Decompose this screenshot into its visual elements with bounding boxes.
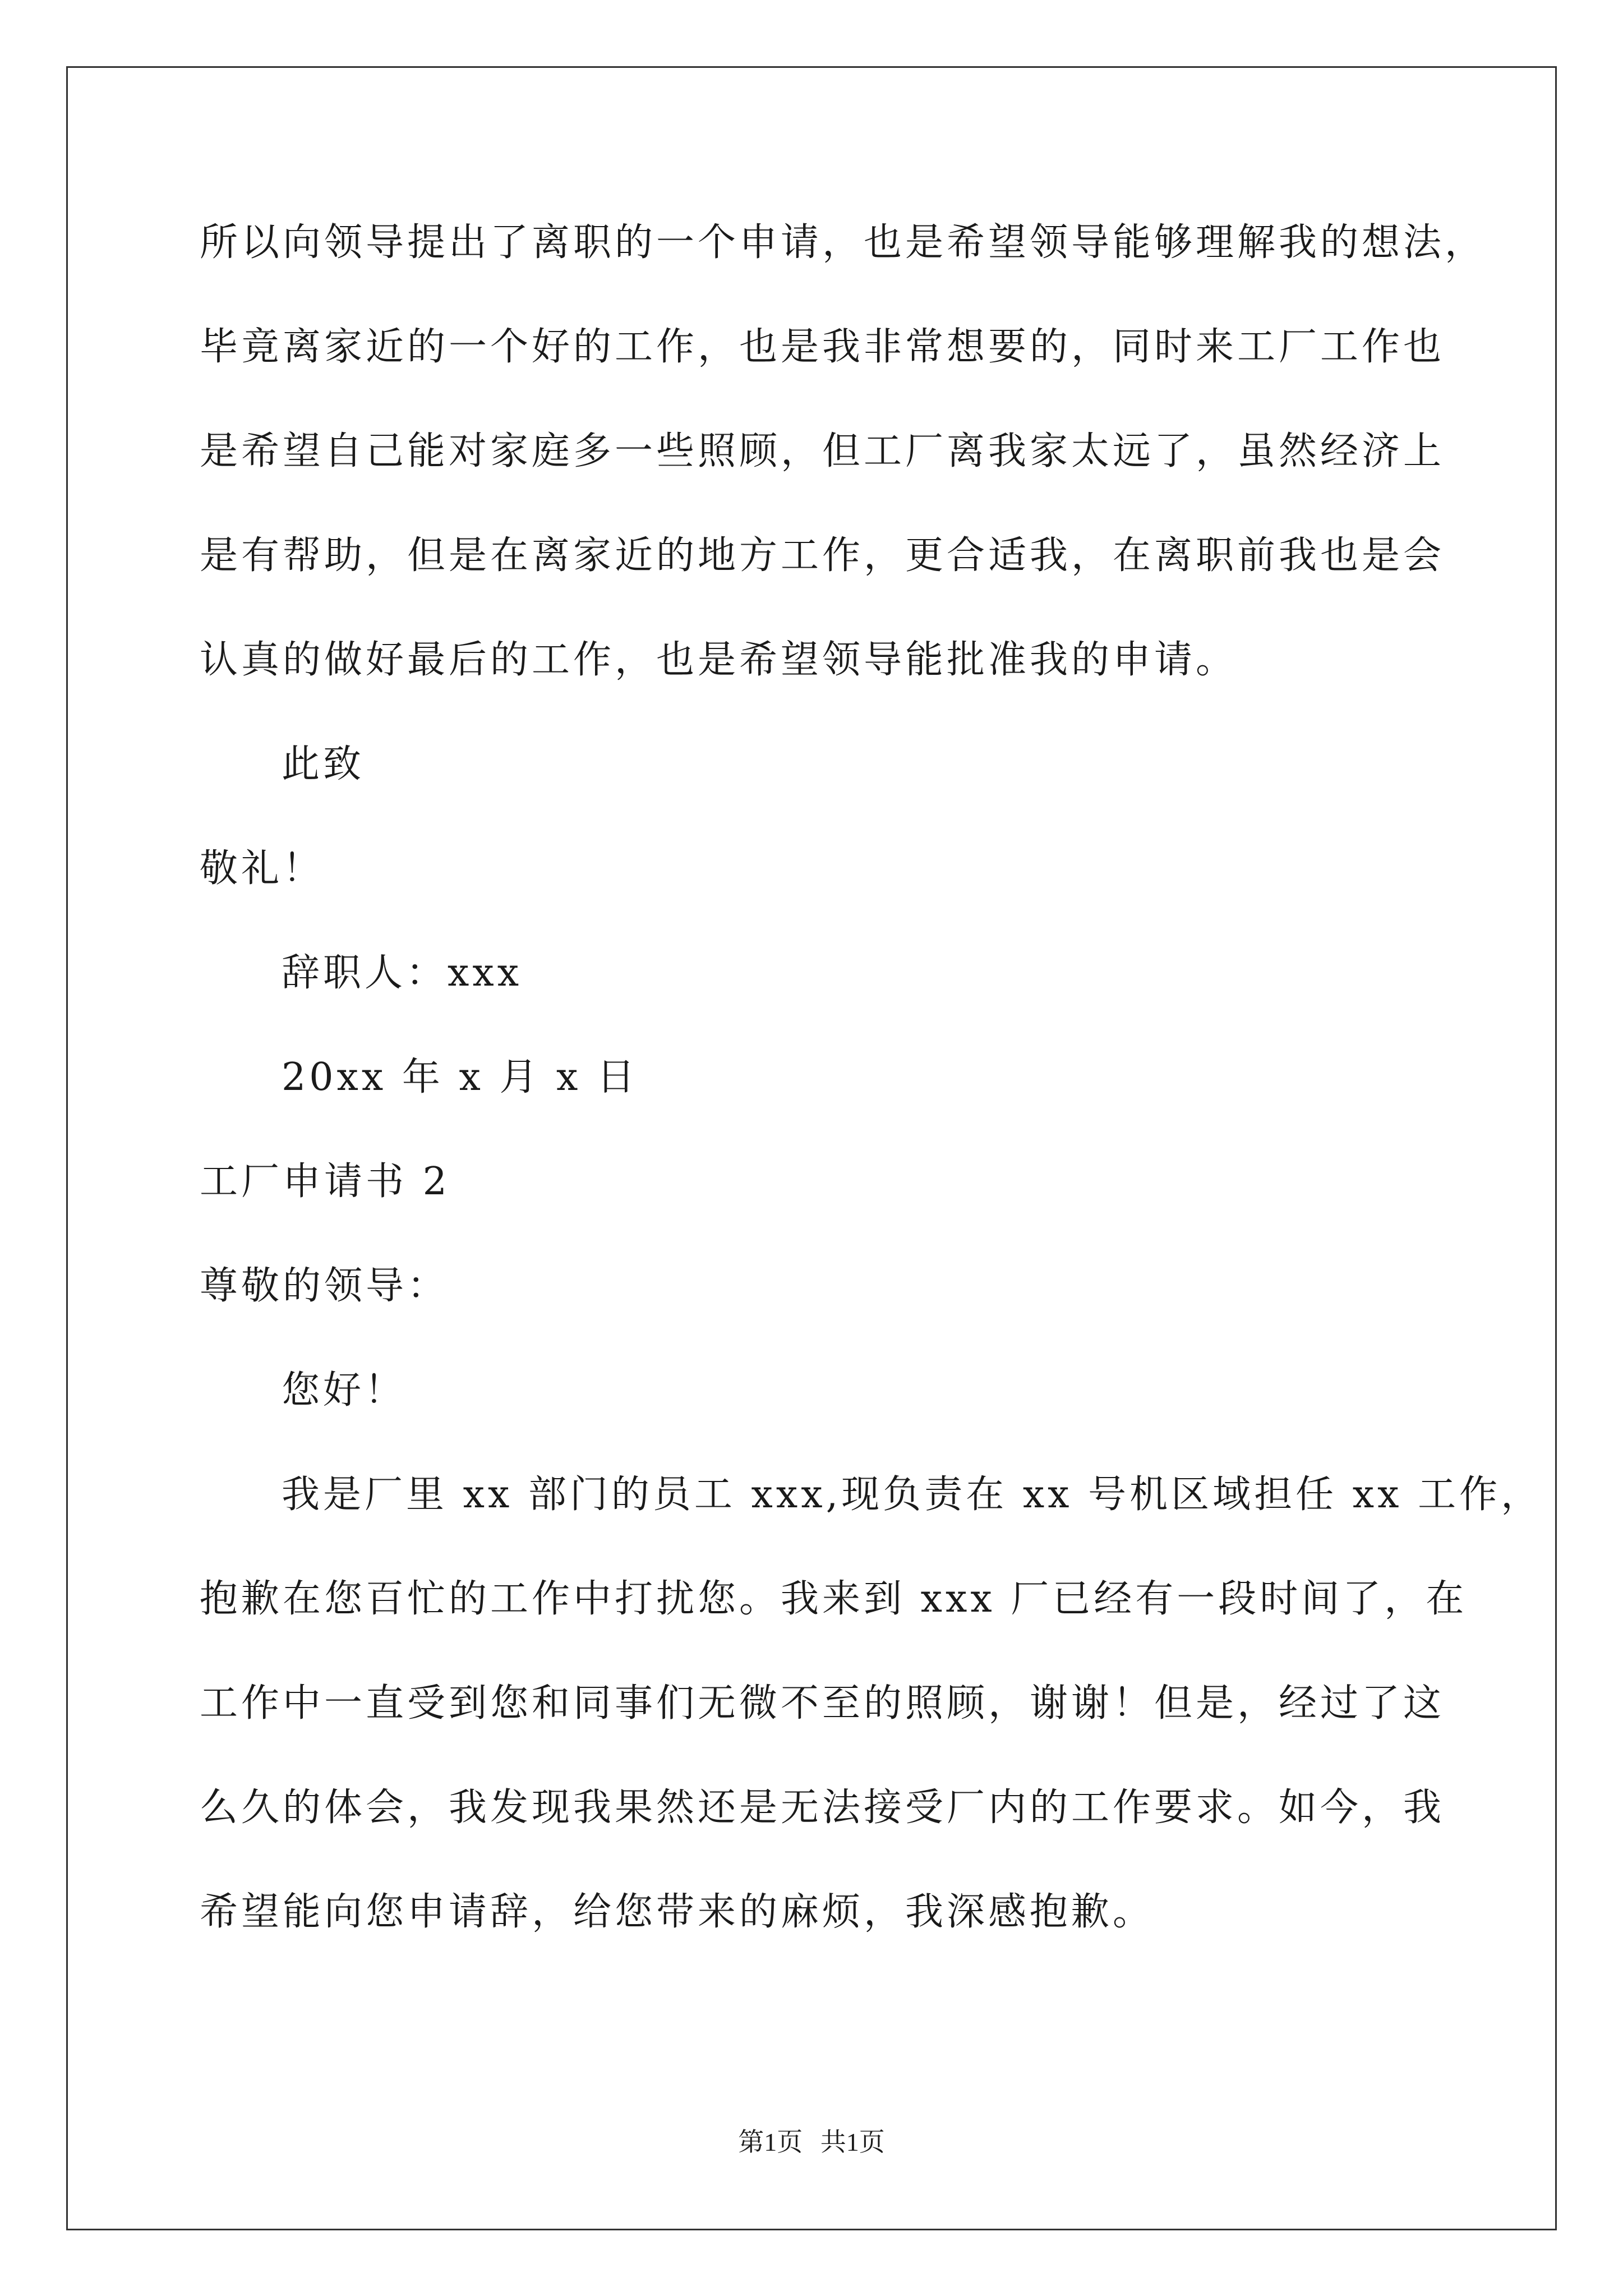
document-body [200, 191, 1543, 1964]
text-line-4: 是有帮助，但是在离家近的地方工作，更合适我，在离职前我也是会 [200, 533, 1445, 578]
page-footer [0, 2122, 1623, 2159]
signature-name: 辞职人：xxx [282, 951, 523, 995]
text-line-5: 认真的做好最后的工作，也是希望领导能批准我的申请。 [200, 638, 1238, 682]
closing-salutation: 此致 [282, 742, 365, 786]
text-line-17: 希望能向您申请辞，给您带来的麻烦，我深感抱歉。 [200, 1890, 1155, 1934]
page-total: 共1页 [820, 2128, 885, 2156]
closing-respect: 敬礼！ [200, 846, 325, 891]
page-number: 第1页 [738, 2128, 803, 2156]
text-line-2: 毕竟离家近的一个好的工作，也是我非常想要的，同时来工厂工作也 [200, 325, 1445, 369]
section-title: 工厂申请书 2 [200, 1159, 450, 1204]
letter-greeting: 尊敬的领导： [200, 1264, 449, 1308]
text-line-15: 工作中一直受到您和同事们无微不至的照顾，谢谢！但是，经过了这 [200, 1681, 1445, 1726]
signature-date: 20xx 年 x 月 x 日 [282, 1055, 639, 1099]
text-line-16: 么久的体会，我发现我果然还是无法接受厂内的工作要求。如今，我 [200, 1786, 1445, 1830]
text-line-3: 是希望自己能对家庭多一些照顾，但工厂离我家太远了，虽然经济上 [200, 429, 1445, 473]
text-line-1: 所以向领导提出了离职的一个申请，也是希望领导能够理解我的想法， [200, 220, 1487, 265]
letter-hello: 您好！ [282, 1368, 407, 1412]
text-line-14: 抱歉在您百忙的工作中打扰您。我来到 xxx 厂已经有一段时间了，在 [200, 1577, 1468, 1621]
text-line-13: 我是厂里 xx 部门的员工 xxx,现负责在 xx 号机区域担任 xx 工作， [282, 1473, 1543, 1517]
